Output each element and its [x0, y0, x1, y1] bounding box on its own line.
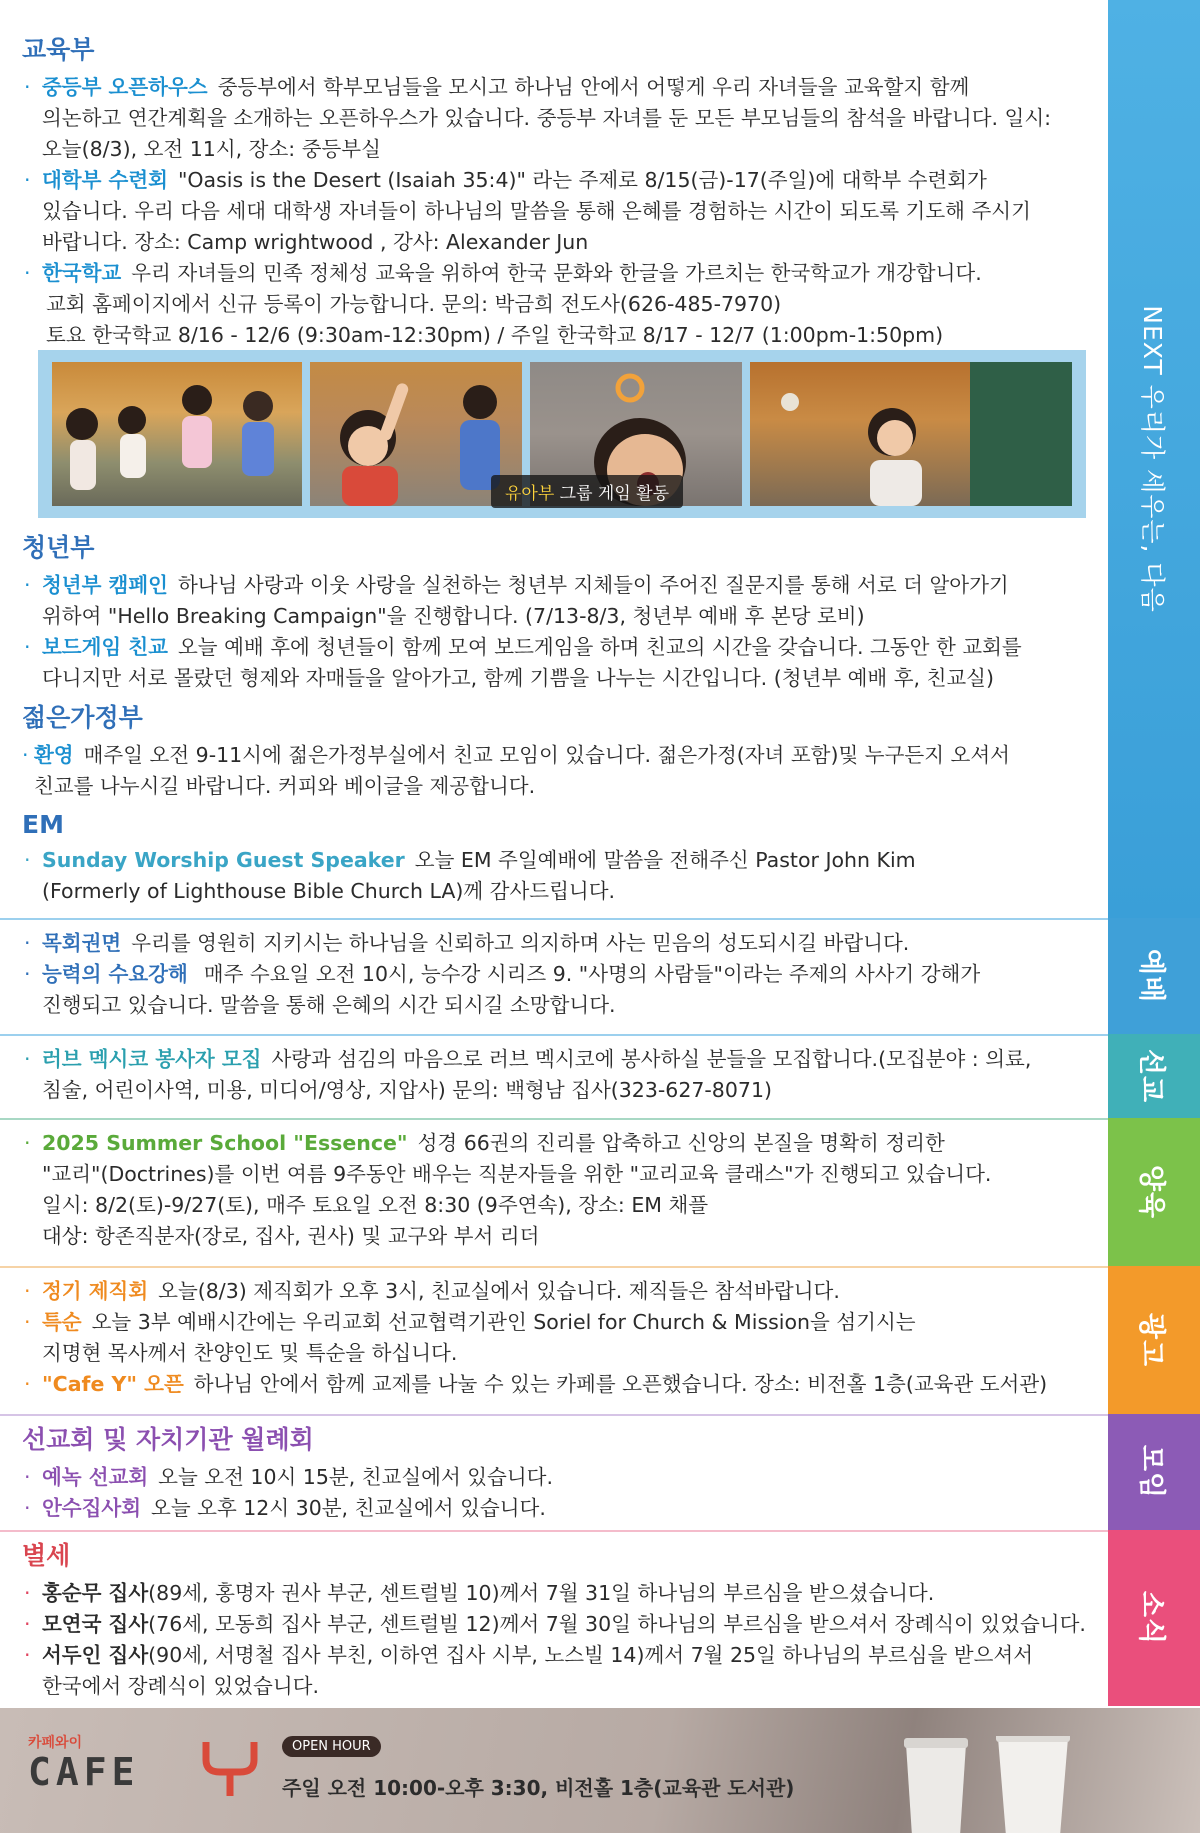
item-highlight: 모연국 집사 — [42, 1612, 149, 1636]
youth-item — [22, 632, 1094, 694]
item-text: 매주일 오전 9-11시에 젊은가정부실에서 친교 모임이 있습니다. 젊은가정(자녀 포함)및 누구든지 오셔서 — [83, 743, 1010, 767]
divider — [0, 1530, 1108, 1532]
kids-photo — [52, 362, 302, 506]
item-highlight: "Cafe Y" 오픈 — [42, 1372, 184, 1396]
bullet: · — [24, 635, 31, 659]
bullet: · — [24, 931, 31, 955]
item-text: 오늘(8/3), 오전 11시, 장소: 중등부실 — [42, 137, 381, 161]
notice-item — [22, 1276, 1094, 1307]
tab-next[interactable] — [1108, 0, 1200, 918]
nurture-section — [22, 1128, 1094, 1252]
tab-label: NEXT 우리가 세우는, 다음 — [1138, 305, 1167, 613]
meeting-title: 선교회 및 자치기관 월례회 — [22, 1425, 314, 1454]
photo-caption — [491, 475, 683, 508]
coffee-cups-icon — [900, 1736, 1080, 1833]
meeting-item — [22, 1462, 1094, 1493]
education-item — [22, 165, 1094, 258]
young-family-item — [22, 740, 1094, 802]
item-text: "교리"(Doctrines)를 이번 여름 9주동안 배우는 직분자들을 위한 "교리교육 클래스"가 진행되고 있습니다. — [42, 1162, 992, 1186]
item-text: 침술, 어린이사역, 미용, 미디어/영상, 지압사) 문의: 백형남 집사(323-627-8071) — [42, 1078, 772, 1102]
item-text: 오늘 3부 예배시간에는 우리교회 선교협력기관인 Soriel for Church & Mission을 섬기시는 — [91, 1310, 916, 1334]
education-item — [22, 258, 1094, 351]
young-family-section — [22, 698, 1094, 802]
tab-mission[interactable] — [1108, 1034, 1200, 1118]
bullet: · — [24, 1581, 31, 1605]
item-text: 일시: 8/2(토)-9/27(토), 매주 토요일 오전 8:30 (9주연속), 장소: EM 채플 — [42, 1193, 709, 1217]
item-text: 의논하고 연간계획을 소개하는 오픈하우스가 있습니다. 중등부 자녀를 둔 모든 부모님들의 참석을 바랍니다. 일시: — [42, 106, 1052, 130]
item-highlight: 목회권면 — [42, 931, 122, 955]
bullet: · — [24, 1643, 31, 1667]
item-highlight: 중등부 오픈하우스 — [42, 75, 208, 99]
divider — [0, 918, 1108, 920]
item-highlight: 예녹 선교회 — [42, 1465, 149, 1489]
bullet: · — [22, 743, 29, 767]
bullet: · — [24, 75, 31, 99]
item-highlight: 대학부 수련회 — [42, 168, 168, 192]
item-highlight: 정기 제직회 — [42, 1279, 149, 1303]
news-item — [22, 1640, 1094, 1702]
item-highlight: 청년부 캠페인 — [42, 573, 168, 597]
item-text: 하나님 사랑과 이웃 사랑을 실천하는 청년부 지체들이 주어진 질문지를 통해 서로 더 알아가기 — [177, 573, 1009, 597]
em-item — [22, 845, 1094, 907]
tab-label: 예배 — [1135, 948, 1167, 1004]
mission-section — [22, 1044, 1094, 1106]
youth-item — [22, 570, 1094, 632]
bullet: · — [24, 1131, 31, 1155]
caption-text: 그룹 게임 활동 — [554, 484, 670, 504]
photo-strip — [38, 350, 1086, 518]
item-text: 우리를 영원히 지키시는 하나님을 신뢰하고 의지하며 사는 믿음의 성도되시길 바랍니다. — [131, 931, 910, 955]
bullet: · — [24, 848, 31, 872]
young-family-title: 젊은가정부 — [22, 703, 143, 732]
tab-news[interactable] — [1108, 1530, 1200, 1706]
kids-photo-illustration — [52, 362, 302, 506]
bullet: · — [24, 168, 31, 192]
tab-nurture[interactable] — [1108, 1118, 1200, 1266]
divider — [0, 1118, 1108, 1120]
worship-section — [22, 928, 1094, 1021]
meeting-section — [22, 1420, 1094, 1524]
item-text: "Oasis is the Desert (Isaiah 35:4)" 라는 주제로 8/15(금)-17(주일)에 대학부 수련회가 — [177, 168, 987, 192]
news-section — [22, 1536, 1094, 1702]
item-text: 있습니다. 우리 다음 세대 대학생 자녀들이 하나님의 말씀을 통해 은혜를 경험하는 시간이 되도록 기도해 주시기 — [42, 199, 1031, 223]
news-title: 별세 — [22, 1541, 71, 1570]
item-text: 위하여 "Hello Breaking Campaign"을 진행합니다. (7/13-8/3, 청년부 예배 후 본당 로비) — [42, 604, 865, 628]
bullet: · — [24, 1310, 31, 1334]
item-text: (76세, 모동희 집사 부군, 센트럴빌 12)께서 7월 30일 하나님의 부르심을 받으셔서 장례식이 있었습니다. — [148, 1612, 1086, 1636]
bullet: · — [24, 1372, 31, 1396]
item-highlight: 환영 — [34, 743, 74, 767]
item-highlight: 능력의 수요강해 — [42, 962, 188, 986]
item-text: (90세, 서명철 집사 부친, 이하연 집사 시부, 노스빌 14)께서 7월 25일 하나님의 부르심을 받으셔서 — [148, 1643, 1034, 1667]
tab-meeting[interactable] — [1108, 1414, 1200, 1530]
item-text: 진행되고 있습니다. 말씀을 통해 은혜의 시간 되시길 소망합니다. — [42, 993, 616, 1017]
item-text: (Formerly of Lighthouse Bible Church LA)께 감사드립니다. — [42, 879, 616, 903]
nurture-item — [22, 1128, 1094, 1252]
item-text: 교회 홈페이지에서 신규 등록이 가능합니다. 문의: 박금희 전도사(626-485-7970) — [46, 292, 782, 316]
news-item — [22, 1578, 1094, 1609]
bullet: · — [24, 1496, 31, 1520]
bullet: · — [24, 261, 31, 285]
item-highlight: 홍순무 집사 — [42, 1581, 149, 1605]
item-text: (89세, 홍명자 권사 부군, 센트럴빌 10)께서 7월 31일 하나님의 부르심을 받으셨습니다. — [148, 1581, 935, 1605]
worship-item — [22, 928, 1094, 959]
bullet: · — [24, 1465, 31, 1489]
item-text: 오늘 오후 12시 30분, 친교실에서 있습니다. — [151, 1496, 546, 1520]
youth-section — [22, 528, 1094, 694]
item-text: 성경 66권의 진리를 압축하고 신앙의 본질을 명확히 정리한 — [417, 1131, 945, 1155]
divider — [0, 1414, 1108, 1416]
kids-photo-illustration — [750, 362, 1072, 506]
mission-item — [22, 1044, 1094, 1106]
item-text: 한국에서 장례식이 있었습니다. — [42, 1674, 319, 1698]
divider — [0, 1266, 1108, 1268]
bullet: · — [24, 1612, 31, 1636]
news-item — [22, 1609, 1094, 1640]
divider — [0, 1034, 1108, 1036]
tab-label: 모임 — [1135, 1444, 1167, 1500]
open-hours-text: 주일 오전 10:00-오후 3:30, 비전홀 1층(교육관 도서관) — [282, 1776, 795, 1800]
cafe-logo: CAFE — [28, 1750, 140, 1794]
item-text: 오늘(8/3) 제직회가 오후 3시, 친교실에서 있습니다. 제직들은 참석바랍니다. — [158, 1279, 840, 1303]
item-highlight: 특순 — [42, 1310, 82, 1334]
item-text: 다니지만 서로 몰랐던 형제와 자매들을 알아가고, 함께 기쁨을 나누는 시간입니다. (청년부 예배 후, 친교실) — [42, 666, 994, 690]
bullet: · — [24, 573, 31, 597]
bullet: · — [24, 1047, 31, 1071]
item-text: 토요 한국학교 8/16 - 12/6 (9:30am-12:30pm) / 주일 한국학교 8/17 - 12/7 (1:00pm-1:50pm) — [46, 323, 944, 347]
tab-notice[interactable] — [1108, 1266, 1200, 1414]
item-highlight: 안수집사회 — [42, 1496, 142, 1520]
item-text: 친교를 나누시길 바랍니다. 커피와 베이글을 제공합니다. — [34, 774, 536, 798]
item-text: 중등부에서 학부모님들을 모시고 하나님 안에서 어떻게 우리 자녀들을 교육할지 함께 — [217, 75, 970, 99]
tab-label: 양육 — [1135, 1164, 1167, 1220]
education-item — [22, 72, 1094, 165]
item-highlight: Sunday Worship Guest Speaker — [42, 848, 405, 872]
item-highlight: 한국학교 — [42, 261, 122, 285]
cafe-y-logo-icon — [200, 1738, 264, 1798]
worship-item — [22, 959, 1094, 1021]
caption-highlight: 유아부 — [505, 484, 555, 504]
cafe-banner — [0, 1708, 1200, 1833]
meeting-item — [22, 1493, 1094, 1524]
item-text: 오늘 오전 10시 15분, 친교실에서 있습니다. — [158, 1465, 553, 1489]
education-title: 교육부 — [22, 35, 95, 64]
tab-label: 소식 — [1135, 1590, 1167, 1646]
item-text: 하나님 안에서 함께 교제를 나눌 수 있는 카페를 오픈했습니다. 장소: 비전홀 1층(교육관 도서관) — [193, 1372, 1048, 1396]
tab-worship[interactable] — [1108, 918, 1200, 1034]
bullet: · — [24, 1279, 31, 1303]
em-title: EM — [22, 810, 64, 839]
item-text: 오늘 예배 후에 청년들이 함께 모여 보드게임을 하며 친교의 시간을 갖습니다. 그동안 한 교회를 — [177, 635, 1022, 659]
item-text: 매주 수요일 오전 10시, 능수강 시리즈 9. "사명의 사람들"이라는 주제의 사사기 강해가 — [203, 962, 981, 986]
item-text: 지명현 목사께서 찬양인도 및 특순을 하십니다. — [42, 1341, 458, 1365]
youth-title: 청년부 — [22, 533, 95, 562]
item-text: 사랑과 섬김의 마음으로 러브 멕시코에 봉사하실 분들을 모집합니다.(모집분야 : 의료, — [271, 1047, 1032, 1071]
em-section — [22, 810, 1094, 907]
category-tabs — [1108, 0, 1200, 1706]
item-text: 대상: 항존직분자(장로, 집사, 권사) 및 교구와 부서 리더 — [42, 1224, 540, 1248]
kids-photo — [750, 362, 1072, 506]
item-highlight: 2025 Summer School "Essence" — [42, 1131, 408, 1155]
notice-section — [22, 1276, 1094, 1400]
cafe-small-label: 카페와이 — [28, 1735, 83, 1751]
item-highlight: 러브 멕시코 봉사자 모집 — [42, 1047, 262, 1071]
bullet: · — [24, 962, 31, 986]
item-text: 오늘 EM 주일예배에 말씀을 전해주신 Pastor John Kim — [414, 848, 916, 872]
notice-item — [22, 1307, 1094, 1369]
education-section — [22, 30, 1094, 351]
open-hour-badge: OPEN HOUR — [282, 1736, 381, 1757]
notice-item — [22, 1369, 1094, 1400]
tab-label: 선교 — [1135, 1048, 1167, 1104]
item-text: 바랍니다. 장소: Camp wrightwood , 강사: Alexander Jun — [42, 230, 589, 254]
item-highlight: 보드게임 친교 — [42, 635, 168, 659]
item-highlight: 서두인 집사 — [42, 1643, 149, 1667]
tab-label: 광고 — [1135, 1312, 1167, 1368]
item-text: 우리 자녀들의 민족 정체성 교육을 위하여 한국 문화와 한글을 가르치는 한국학교가 개강합니다. — [131, 261, 982, 285]
